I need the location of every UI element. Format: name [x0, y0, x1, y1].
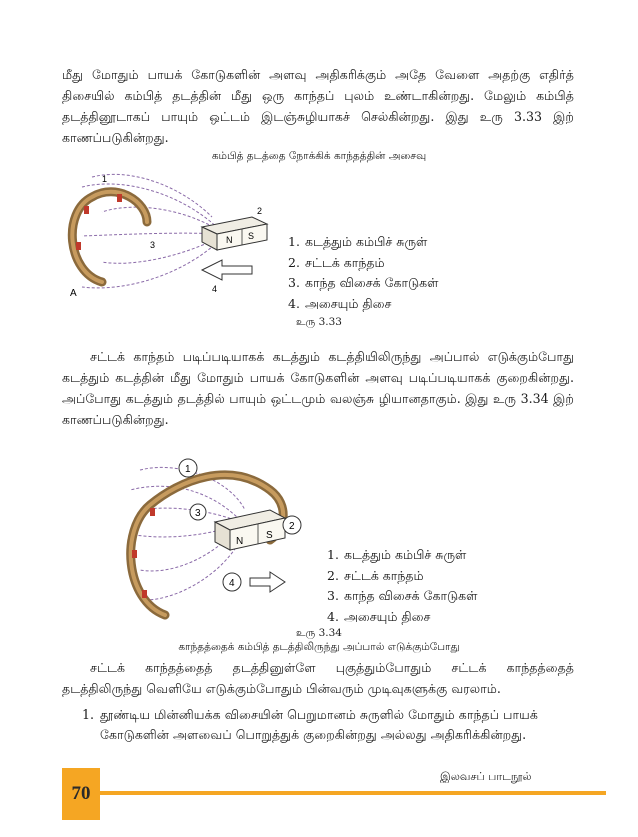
fig1-label-3: 3	[150, 240, 156, 250]
fig2-label-4: 4	[229, 578, 235, 589]
fig2-label-S: S	[266, 530, 273, 541]
legend-item: 1. கடத்தும் கம்பிச் சுருள்	[288, 234, 428, 249]
figure2-subtitle: காந்தத்தைக் கம்பித் தடத்திலிருந்து அப்பால் எடுக்கும்போது	[178, 641, 460, 653]
fig1-label-1: 1	[102, 174, 108, 184]
fig2-label-3: 3	[195, 508, 201, 519]
legend-item: 3. காந்த விசைக் கோடுகள்	[327, 588, 478, 603]
fig2-label-2: 2	[289, 521, 295, 532]
figure1-diagram	[62, 172, 302, 302]
figure2-diagram	[120, 450, 310, 620]
fig1-label-4: 4	[212, 284, 218, 294]
footer-rule	[96, 791, 606, 795]
legend-item: 2. சட்டக் காந்தம்	[288, 254, 385, 270]
fig1-label-N: N	[226, 235, 233, 245]
fig1-label-A: A	[70, 288, 77, 299]
legend-item: 1. கடத்தும் கம்பிச் சுருள்	[327, 547, 467, 562]
book-title: இலவசப் பாடநூல்	[440, 770, 532, 783]
list-item: 1. தூண்டிய மின்னியக்க விசையின் பெறுமானம் சுருளில் மோதும் காந்தப் பாயக் கோடுகளின் அளவைப் பொறுத்துக் குறைகின்றது அல்லது அதிகரிக்கின்றது.	[82, 707, 538, 742]
fig2-label-1: 1	[185, 464, 191, 475]
paragraph-intro: மீது மோதும் பாயக் கோடுகளின் அளவு அதிகரிக்கும் அதே வேளை அதற்கு எதிர்த் திசையில் கம்பித் தடத்தின் மீது ஒரு காந்தப் புலம் உண்டாகின்றது. மேலும் கம்பித் தடத்தினூடாகப் பாயும் ஒட்டம் இடஞ்சுழியாகச் செல்கின்றது. இது உரு 3.33 இற் காணப்படுகின்றது.	[62, 67, 574, 145]
fig1-label-S: S	[248, 231, 255, 241]
paragraph-conclusion: சட்டக் காந்தத்தைத் தடத்தினுள்ளே புகுத்தும்போதும் சட்டக் காந்தத்தைத் தடத்திலிருந்து வெளியே எடுக்கும்போதும் பின்வரும் முடிவுகளுக்கு வரலாம்.	[62, 660, 574, 696]
legend-item: 2. சட்டக் காந்தம்	[327, 567, 424, 583]
figure2-caption: உரு 3.34	[296, 627, 342, 639]
fig1-label-2: 2	[257, 206, 263, 216]
paragraph-removal: சட்டக் காந்தம் படிப்படியாகக் கடத்தும் கடத்தியிலிருந்து அப்பால் எடுக்கும்போது கடத்தும் கடத்தின் மீது மோதும் பாயக் கோடுகளின் அளவு படிப்படியாகக் குறைகின்றது. அப்போது கடத்தும் தடத்தில் பாயும் ஒட்டமும் வலஞ்சு ழியானதாகும். இது உரு 3.34 இற் காணப்படுகின்றது.	[62, 349, 574, 427]
legend-item: 4. அசையும் திசை	[288, 295, 392, 311]
figure1-title: கம்பித் தடத்தை நோக்கிக் காந்தத்தின் அசைவு	[211, 150, 427, 162]
figure2-legend	[327, 545, 477, 627]
figure1-legend	[288, 232, 438, 314]
fig2-label-N: N	[236, 536, 244, 547]
legend-item: 4. அசையும் திசை	[327, 608, 431, 624]
legend-item: 3. காந்த விசைக் கோடுகள்	[288, 275, 439, 290]
figure1-caption: உரு 3.33	[296, 316, 342, 328]
page-number: 70	[62, 768, 100, 820]
